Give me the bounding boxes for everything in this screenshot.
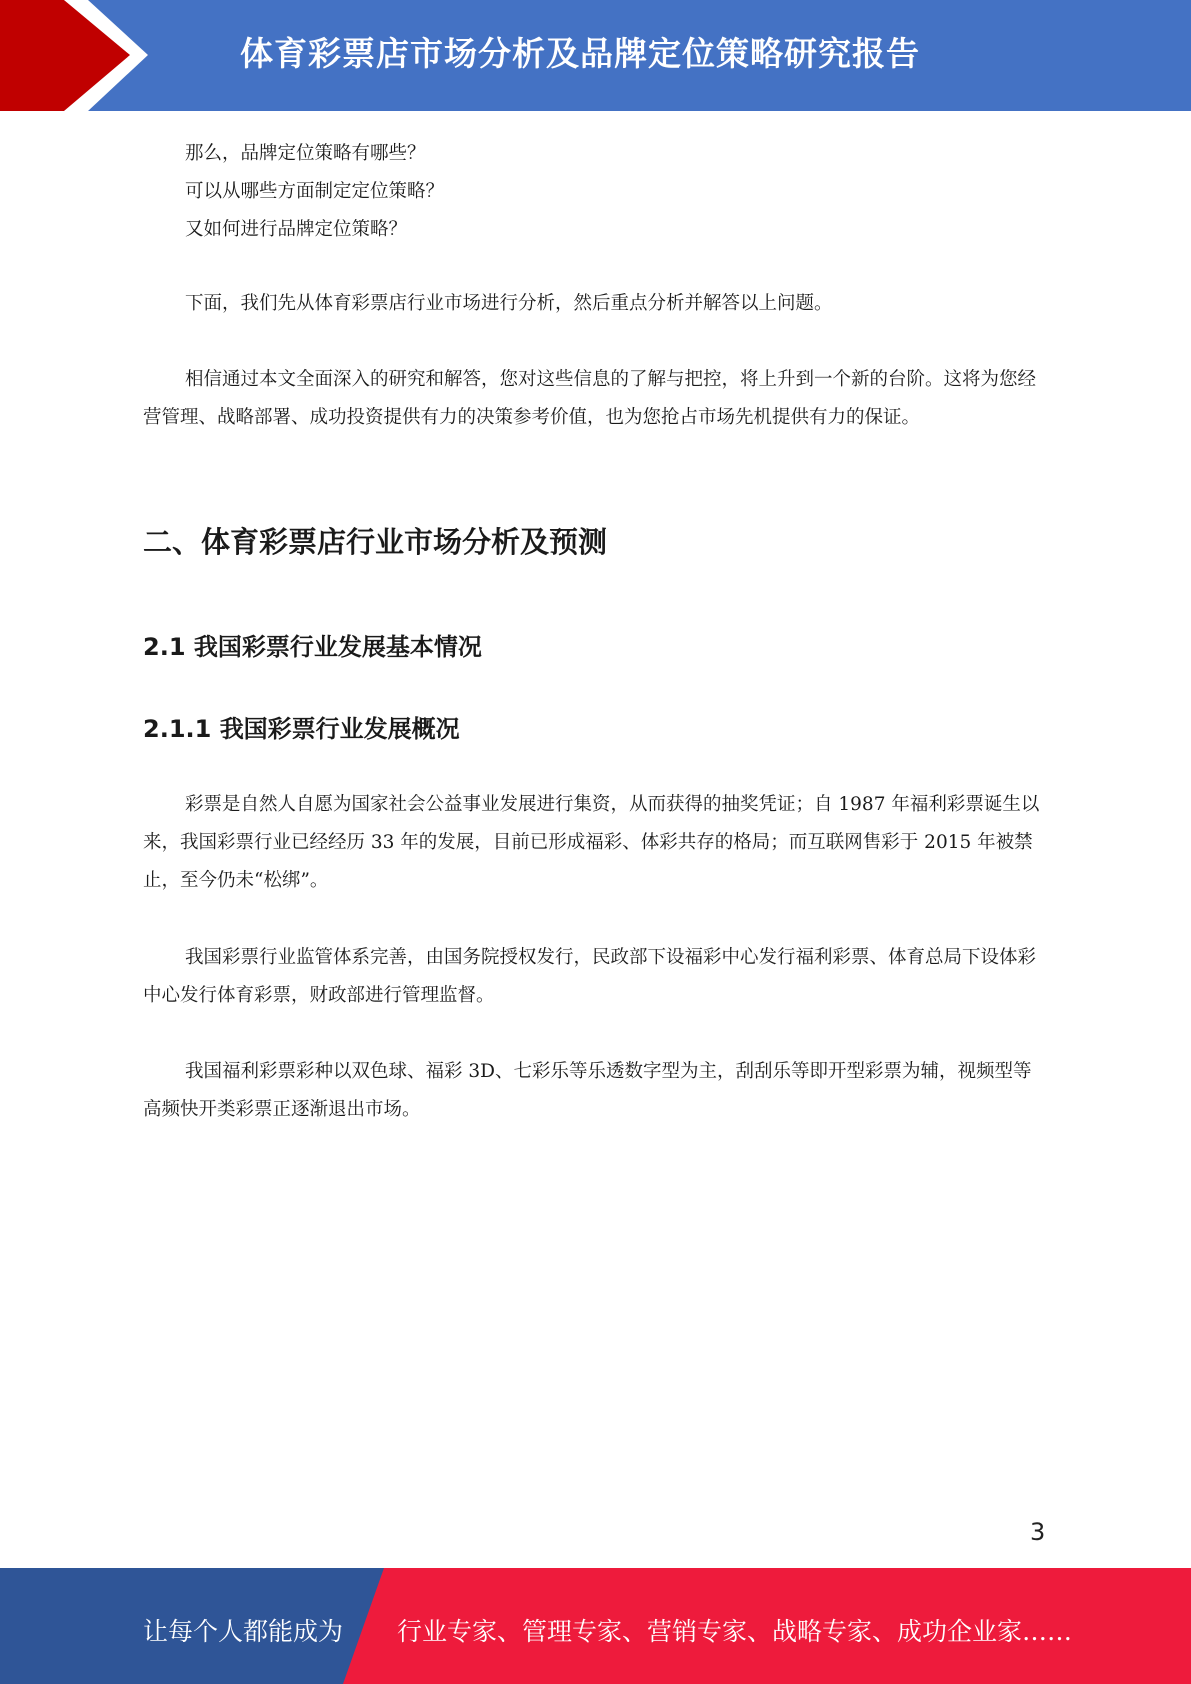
question-line: 那么，品牌定位策略有哪些？ <box>185 143 426 164</box>
body-paragraph: 我国福利彩票彩种以双色球、福彩 3D、七彩乐等乐透数字型为主，刮刮乐等即开型彩票为辅，视频型等高频快开类彩票正逐渐退出市场。 <box>143 1061 1032 1120</box>
value-paragraph: 相信通过本文全面深入的研究和解答，您对这些信息的了解与把控，将上升到一个新的台阶。这将为您经营管理、战略部署、成功投资提供有力的决策参考价值，也为您抢占市场先机提供有力的保证。 <box>143 369 1037 428</box>
footer-slogan-right: 行业专家、管理专家、营销专家、战略专家、成功企业家…… <box>397 1617 1073 1646</box>
page-number: 3 <box>1030 1518 1046 1546</box>
page-footer <box>0 1568 1191 1684</box>
body-paragraph: 彩票是自然人自愿为国家社会公益事业发展进行集资，从而获得的抽奖凭证；自 1987 年福利彩票诞生以来，我国彩票行业已经经历 33 年的发展，目前已形成福彩、体彩共存的格局；而互联网售彩于 2015 年被禁止，至今仍未“松绑”。 <box>143 794 1040 891</box>
section-heading: 二、体育彩票店行业市场分析及预测 <box>143 525 608 559</box>
footer-slogan-left: 让每个人都能成为 <box>143 1617 344 1646</box>
subsubsection-heading: 2.1.1 我国彩票行业发展概况 <box>143 715 460 743</box>
question-line: 又如何进行品牌定位策略？ <box>185 219 408 240</box>
intro-paragraph: 下面，我们先从体育彩票店行业市场进行分析，然后重点分析并解答以上问题。 <box>185 293 833 314</box>
body-paragraph: 我国彩票行业监管体系完善，由国务院授权发行，民政部下设福彩中心发行福利彩票、体育总局下设体彩中心发行体育彩票，财政部进行管理监督。 <box>143 947 1037 1006</box>
question-line: 可以从哪些方面制定定位策略？ <box>185 181 445 202</box>
page-header <box>0 0 1191 111</box>
subsection-heading: 2.1 我国彩票行业发展基本情况 <box>143 633 482 661</box>
document-title: 体育彩票店市场分析及品牌定位策略研究报告 <box>240 34 920 73</box>
